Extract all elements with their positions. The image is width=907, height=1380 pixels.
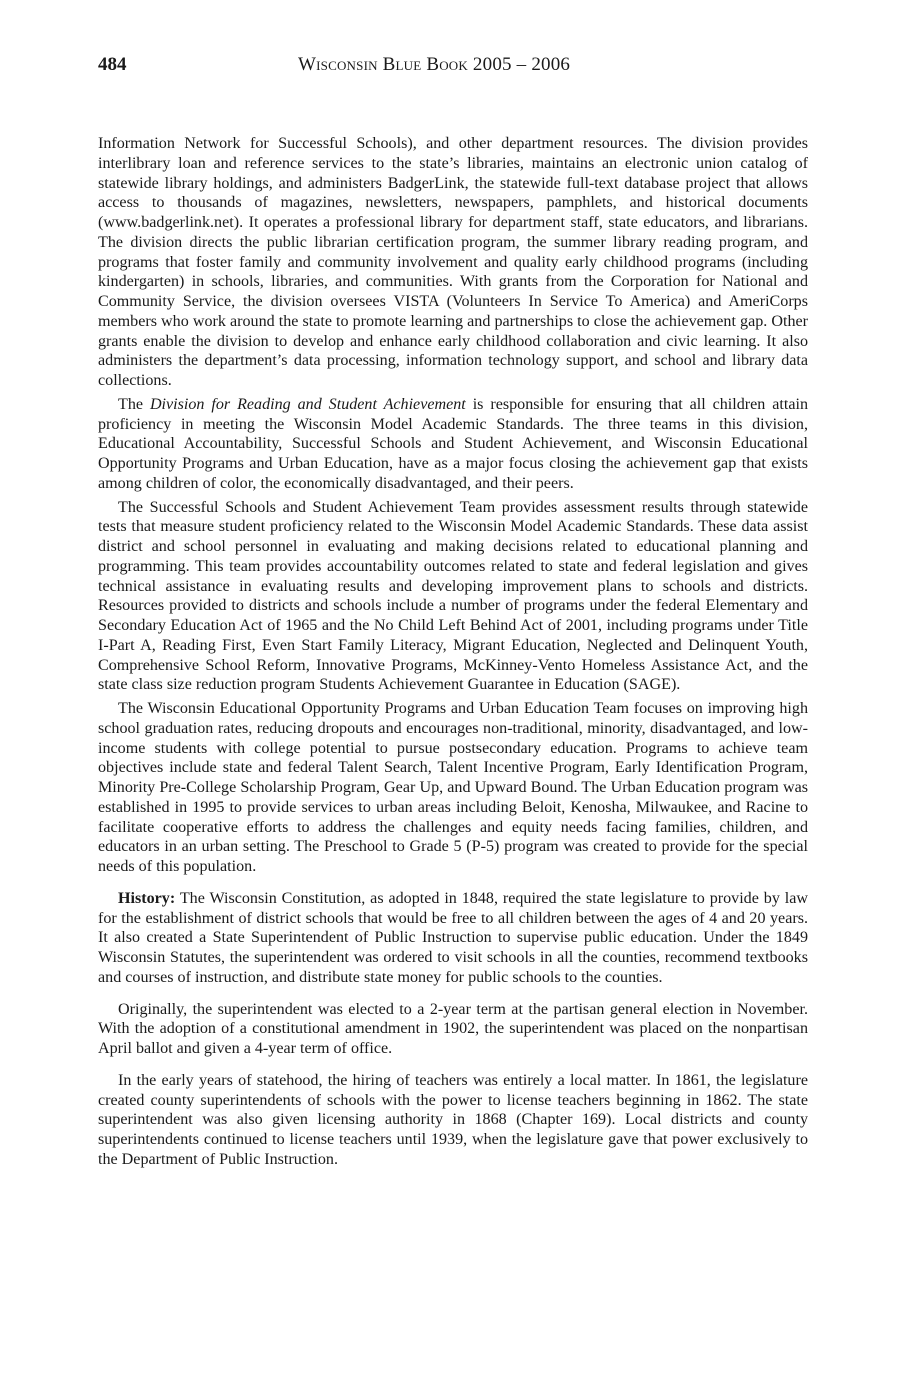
- body-text: [98, 134, 808, 1174]
- paragraph-body: is responsible for ensuring that all children attain proficiency in meeting the Wisconsin Model Academic Standards. The three teams in this division, Educational Accountability, Successful Schools and Student Achievement, and Wisconsin Educational Opportunity Programs and Urban Education, have as a major focus closing the achievement gap that exists among children of color, the economically disadvantaged, and their peers.: [98, 395, 808, 492]
- page-header: [98, 54, 810, 82]
- paragraph-superintendent-term: Originally, the superintendent was elected to a 2-year term at the partisan general election in November. With the adoption of a constitutional amendment in 1902, the superintendent was placed on the nonpartisan April ballot and given a 4-year term of office.: [98, 1000, 808, 1057]
- paragraph-history: [98, 889, 808, 988]
- history-label: History:: [118, 889, 176, 907]
- paragraph-teacher-licensing: In the early years of statehood, the hiring of teachers was entirely a local matter. In 1861, the legislature created county superintendents of schools with the power to license teachers beginning in 1862. The state superintendent was also given licensing authority in 1868 (Chapter 169). Local districts and county superintendents continued to license teachers until 1939, when the legislature gave that power exclusively to the Department of Public Instruction.: [98, 1071, 808, 1168]
- division-name: Division for Reading and Student Achievement: [149, 395, 466, 413]
- paragraph-successful-schools: The Successful Schools and Student Achievement Team provides assessment results through statewide tests that measure student proficiency related to the Wisconsin Model Academic Standards. These data assist district and school personnel in evaluating and making decisions related to educational planning and programming. This team provides accountability outcomes related to state and federal legislation and gives technical assistance in evaluating results and developing improvement plans to schools and districts. Resources provided to districts and schools include a number of programs under the federal Elementary and Secondary Education Act of 1965 and the No Child Left Behind Act of 2001, including programs under Title I-Part A, Reading First, Even Start Family Literacy, Migrant Education, Neglected and Delinquent Youth, Comprehensive School Reform, Innovative Programs, McKinney-Vento Homeless Assistance Act, and the state class size reduction program Students Achievement Guarantee in Education (SAGE).: [98, 498, 808, 694]
- paragraph-body: The Wisconsin Constitution, as adopted in 1848, required the state legislature to provide by law for the establishment of district schools that would be free to all children between the ages of 4 and 20 years. It also created a State Superintendent of Public Instruction to supervise public education. Under the 1849 Wisconsin Statutes, the superintendent was ordered to visit schools in all the counties, recommend textbooks and courses of instruction, and distribute state money for public schools to the counties.: [98, 889, 808, 986]
- paragraph-prefix: The: [118, 395, 150, 413]
- paragraph-reading-division: [98, 395, 808, 494]
- running-title: Wisconsin Blue Book 2005 – 2006: [298, 54, 571, 75]
- paragraph-library-services: Information Network for Successful Schools), and other department resources. The division provides interlibrary loan and reference services to the state’s libraries, maintains an electronic union catalog of statewide library holdings, and administers BadgerLink, the statewide full-text database project that allows access to thousands of magazines, newsletters, newspapers, pamphlets, and historical documents (www.badgerlink.net). It operates a professional library for department staff, state educators, and librarians. The division directs the public librarian certification program, the summer library reading program, and programs that foster family and community involvement and quality early childhood programs (including kindergarten) in schools, libraries, and communities. With grants from the Corporation for National and Community Service, the division oversees VISTA (Volunteers In Service To America) and AmeriCorps members who work around the state to promote learning and partnerships to close the achievement gap. Other grants enable the division to develop and enhance early childhood collaboration and civic learning. It also administers the department’s data processing, information technology support, and school and library data collections.: [98, 135, 808, 389]
- page-number: 484: [98, 54, 127, 75]
- paragraph-opportunity-programs: The Wisconsin Educational Opportunity Programs and Urban Education Team focuses on improving high school graduation rates, reducing dropouts and encourages non-traditional, minority, disadvantaged, and low-income students with college potential to pursue postsecondary education. Programs to achieve team objectives include state and federal Talent Search, Talent Incentive Program, Early Identification Program, Minority Pre-College Scholarship Program, Gear Up, and Upward Bound. The Urban Education program was established in 1995 to provide services to urban areas including Beloit, Kenosha, Milwaukee, and Racine to facilitate cooperative efforts to address the challenges and equity needs facing families, children, and educators in an urban setting. The Preschool to Grade 5 (P-5) program was created to provide for the special needs of this population.: [98, 700, 808, 875]
